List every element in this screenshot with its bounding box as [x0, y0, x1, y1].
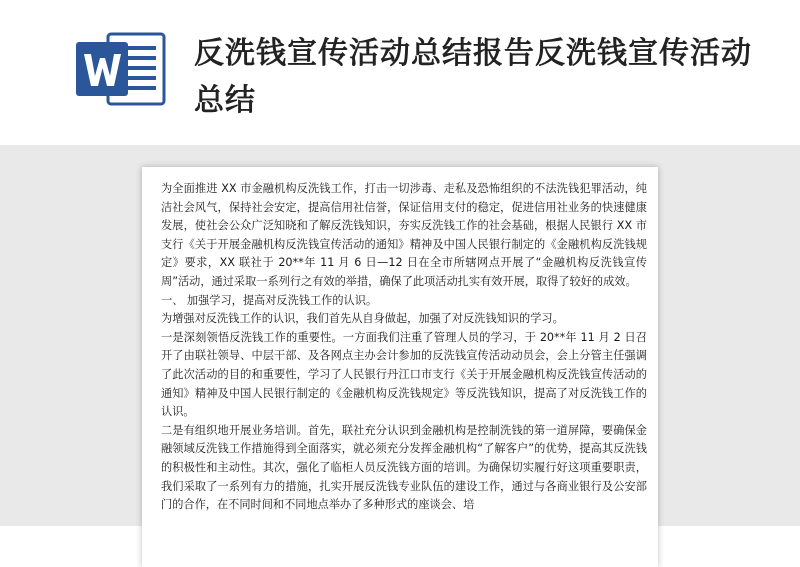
word-document-icon	[74, 32, 166, 106]
paragraph-point-2: 二是有组织地开展业务培训。首先，联社充分认识到金融机构是控制洗钱的第一道屏障，要确保金融领域反洗钱工作措施得到全面落实，就必须充分发挥金融机构“了解客户”的优势，提高其反洗钱的积极性和主动性。其次，强化了临柜人员反洗钱方面的培训。为确保切实履行好这项重要职责，我们采取了一系列有力的措施，扎实开展反洗钱专业队伍的建设工作，通过与各商业银行及公安部门的合作，在不同时间和不同地点举办了多种形式的座谈会、培	[161, 423, 647, 512]
paragraph-section-lead: 为增强对反洗钱工作的认识，我们首先从自身做起，加强了对反洗钱知识的学习。	[161, 312, 564, 326]
section-heading-1: 一、 加强学习，提高对反洗钱工作的认识。	[161, 293, 378, 307]
paragraph-point-1: 一是深刻领悟反洗钱工作的重要性。一方面我们注重了管理人员的学习，于 20**年 11 月 2 日召开了由联社领导、中层干部、及各网点主办会计参加的反洗钱宣传活动动员会，会上分管主任强调了此次活动的目的和重要性，学习了人民银行丹江口市支行《关于开展金融机构反洗钱宣传活动的通知》精神及中国人民银行制定的《金融机构反洗钱规定》等反洗钱知识，提高了对反洗钱工作的认识。	[161, 330, 647, 419]
document-page	[142, 167, 658, 567]
header	[0, 0, 800, 145]
paragraph-intro: 为全面推进 XX 市金融机构反洗钱工作，打击一切涉毒、走私及恐怖组织的不法洗钱犯罪活动，纯洁社会风气，保持社会安定，提高信用社信誉，保证信用支付的稳定，促进信用社业务的快速健康发展，使社会公众广泛知晓和了解反洗钱知识，夯实反洗钱工作的社会基础，根据人民银行 XX 市支行《关于开展金融机构反洗钱宣传活动的通知》精神及中国人民银行制定的《金融机构反洗钱规定》要求，XX 联社于 20**年 11 月 6 日—12 日在全市所辖网点开展了“金融机构反洗钱宣传周”活动，通过采取一系列行之有效的举措，确保了此项活动扎实有效开展，取得了较好的成效。	[161, 182, 647, 288]
document-title: 反洗钱宣传活动总结报告反洗钱宣传活动总结	[194, 36, 752, 118]
document-body	[161, 180, 647, 515]
document-preview-area	[0, 145, 800, 526]
